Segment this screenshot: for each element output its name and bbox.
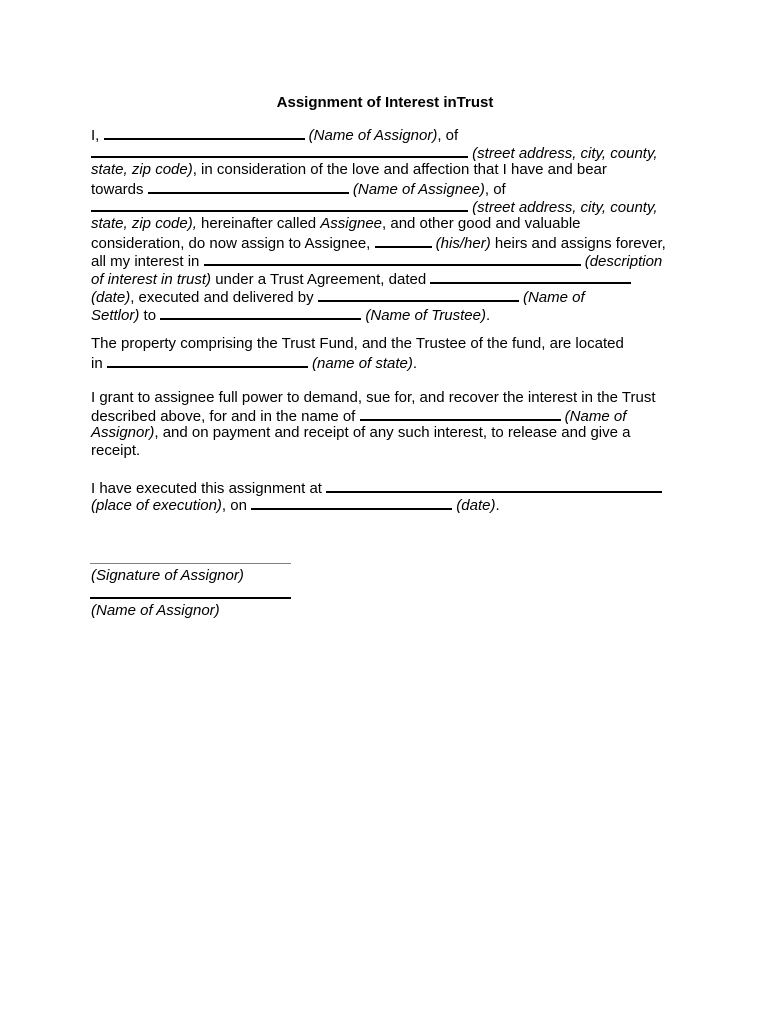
p1-line-1: I, (Name of Assignor), of [91,127,459,144]
place-of-execution-blank [326,478,662,493]
p3-line-2: described above, for and in the name of (Name of [91,408,627,425]
p1-line-7: consideration, do now assign to Assignee, (his/her) heirs and assigns forever, [91,235,666,252]
signature-line [90,563,291,564]
p3-line-4: receipt. [91,442,141,459]
trustee-name-blank [160,305,361,320]
p1-line-11: Settlor) to (Name of Trustee). [91,307,491,324]
p1-line-6: state, zip code), hereinafter called Assignee, and other good and valuable [91,215,581,232]
document-title: Assignment of Interest inTrust [276,94,494,111]
signature-label: (Signature of Assignor) [91,567,244,584]
p1-line-4: towards (Name of Assignee), of [91,181,506,198]
p2-line-1: The property comprising the Trust Fund, and the Trustee of the fund, are located [91,335,624,352]
assignee-name-blank [148,179,349,194]
p4-line-2: (place of execution), on (date). [91,497,500,514]
execution-date-blank [251,495,452,510]
name-line [90,597,291,599]
interest-description-blank [204,251,581,266]
p4-line-1: I have executed this assignment at [91,478,662,498]
assignee-address-blank [91,197,468,212]
state-name-blank [107,353,308,368]
p1-line-9: of interest in trust) under a Trust Agreement, dated [91,269,631,289]
assignor-name-blank [104,125,305,140]
p1-line-3: state, zip code), in consideration of the love and affection that I have and bear [91,161,607,178]
settlor-name-blank [318,287,519,302]
pronoun-blank [375,233,432,248]
p1-line-8: all my interest in (description [91,253,663,270]
assignor-address-blank [91,143,468,158]
assignor-name-blank-2 [360,406,561,421]
p3-line-3: Assignor), and on payment and receipt of any such interest, to release and give a [91,424,631,441]
p1-line-2: (street address, city, county, [91,143,658,163]
p1-line-10: (date), executed and delivered by (Name of [91,289,585,306]
p1-line-5: (street address, city, county, [91,197,658,217]
agreement-date-blank [430,269,631,284]
name-label: (Name of Assignor) [91,602,220,619]
p2-line-2: in (name of state). [91,355,418,372]
p3-line-1: I grant to assignee full power to demand, sue for, and recover the interest in the Trust [91,389,656,406]
